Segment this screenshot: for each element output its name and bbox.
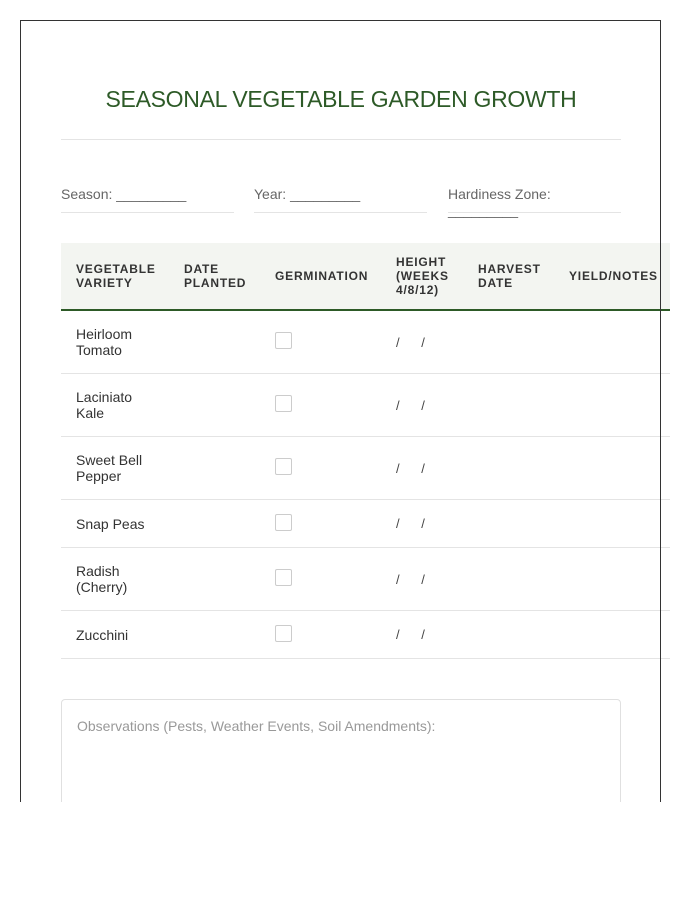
header-yield-notes: YIELD/NOTES <box>554 243 670 310</box>
season-label: Season: <box>61 186 113 202</box>
date-planted-cell[interactable] <box>169 374 260 437</box>
harvest-date-cell[interactable] <box>463 548 554 611</box>
yield-notes-cell[interactable] <box>554 437 670 500</box>
season-field[interactable] <box>61 186 234 213</box>
table-row <box>61 310 670 374</box>
observations-box[interactable] <box>61 699 621 802</box>
header-height: HEIGHT (WEEKS 4/8/12) <box>381 243 463 310</box>
height-placeholder: / / <box>396 516 425 531</box>
yield-notes-cell[interactable] <box>554 611 670 659</box>
height-cell[interactable] <box>381 374 463 437</box>
germination-cell <box>260 310 381 374</box>
harvest-date-cell[interactable] <box>463 374 554 437</box>
height-placeholder: / / <box>396 627 425 642</box>
yield-notes-cell[interactable] <box>554 500 670 548</box>
date-planted-cell[interactable] <box>169 611 260 659</box>
yield-notes-cell[interactable] <box>554 310 670 374</box>
height-cell[interactable] <box>381 500 463 548</box>
season-blank: _________ <box>116 186 187 202</box>
date-planted-cell[interactable] <box>169 437 260 500</box>
garden-log-sheet <box>20 20 659 802</box>
germination-checkbox[interactable] <box>275 332 292 349</box>
germination-cell <box>260 500 381 548</box>
growth-table <box>61 243 670 659</box>
header-harvest-date: HARVEST DATE <box>463 243 554 310</box>
title-divider <box>61 139 621 140</box>
table-row <box>61 611 670 659</box>
germination-checkbox[interactable] <box>275 514 292 531</box>
yield-notes-cell[interactable] <box>554 374 670 437</box>
harvest-date-cell[interactable] <box>463 310 554 374</box>
table-row <box>61 437 670 500</box>
header-date-planted: DATE PLANTED <box>169 243 260 310</box>
year-label: Year: <box>254 186 287 202</box>
date-planted-cell[interactable] <box>169 310 260 374</box>
table-row <box>61 548 670 611</box>
germination-cell <box>260 548 381 611</box>
harvest-date-cell[interactable] <box>463 437 554 500</box>
observations-label: Observations (Pests, Weather Events, Soil Amendments): <box>77 718 436 734</box>
height-placeholder: / / <box>396 571 425 587</box>
germination-cell <box>260 611 381 659</box>
germination-checkbox[interactable] <box>275 395 292 412</box>
germination-checkbox[interactable] <box>275 458 292 475</box>
date-planted-cell[interactable] <box>169 548 260 611</box>
height-cell[interactable] <box>381 437 463 500</box>
height-placeholder: / / <box>396 334 425 350</box>
hardiness-zone-field[interactable] <box>448 186 621 218</box>
hardiness-zone-label: Hardiness Zone: <box>448 186 551 202</box>
height-placeholder: / / <box>396 397 425 413</box>
variety-cell: Heirloom Tomato <box>61 310 169 374</box>
height-cell[interactable] <box>381 310 463 374</box>
variety-cell: Radish (Cherry) <box>61 548 169 611</box>
variety-cell: Snap Peas <box>61 500 169 548</box>
variety-cell: Zucchini <box>61 611 169 659</box>
height-cell[interactable] <box>381 611 463 659</box>
height-cell[interactable] <box>381 548 463 611</box>
yield-notes-cell[interactable] <box>554 548 670 611</box>
hardiness-zone-blank: _________ <box>448 202 519 218</box>
year-field[interactable] <box>254 186 427 213</box>
harvest-date-cell[interactable] <box>463 500 554 548</box>
height-placeholder: / / <box>396 460 425 476</box>
header-variety: VEGETABLE VARIETY <box>61 243 169 310</box>
germination-checkbox[interactable] <box>275 625 292 642</box>
germination-cell <box>260 437 381 500</box>
harvest-date-cell[interactable] <box>463 611 554 659</box>
variety-cell: Laciniato Kale <box>61 374 169 437</box>
date-planted-cell[interactable] <box>169 500 260 548</box>
table-row <box>61 500 670 548</box>
germination-checkbox[interactable] <box>275 569 292 586</box>
header-germination: GERMINATION <box>260 243 381 310</box>
year-blank: _________ <box>290 186 361 202</box>
germination-cell <box>260 374 381 437</box>
table-row <box>61 374 670 437</box>
table-header-row <box>61 243 670 310</box>
variety-cell: Sweet Bell Pepper <box>61 437 169 500</box>
page-title: SEASONAL VEGETABLE GARDEN GROWTH <box>105 86 577 112</box>
